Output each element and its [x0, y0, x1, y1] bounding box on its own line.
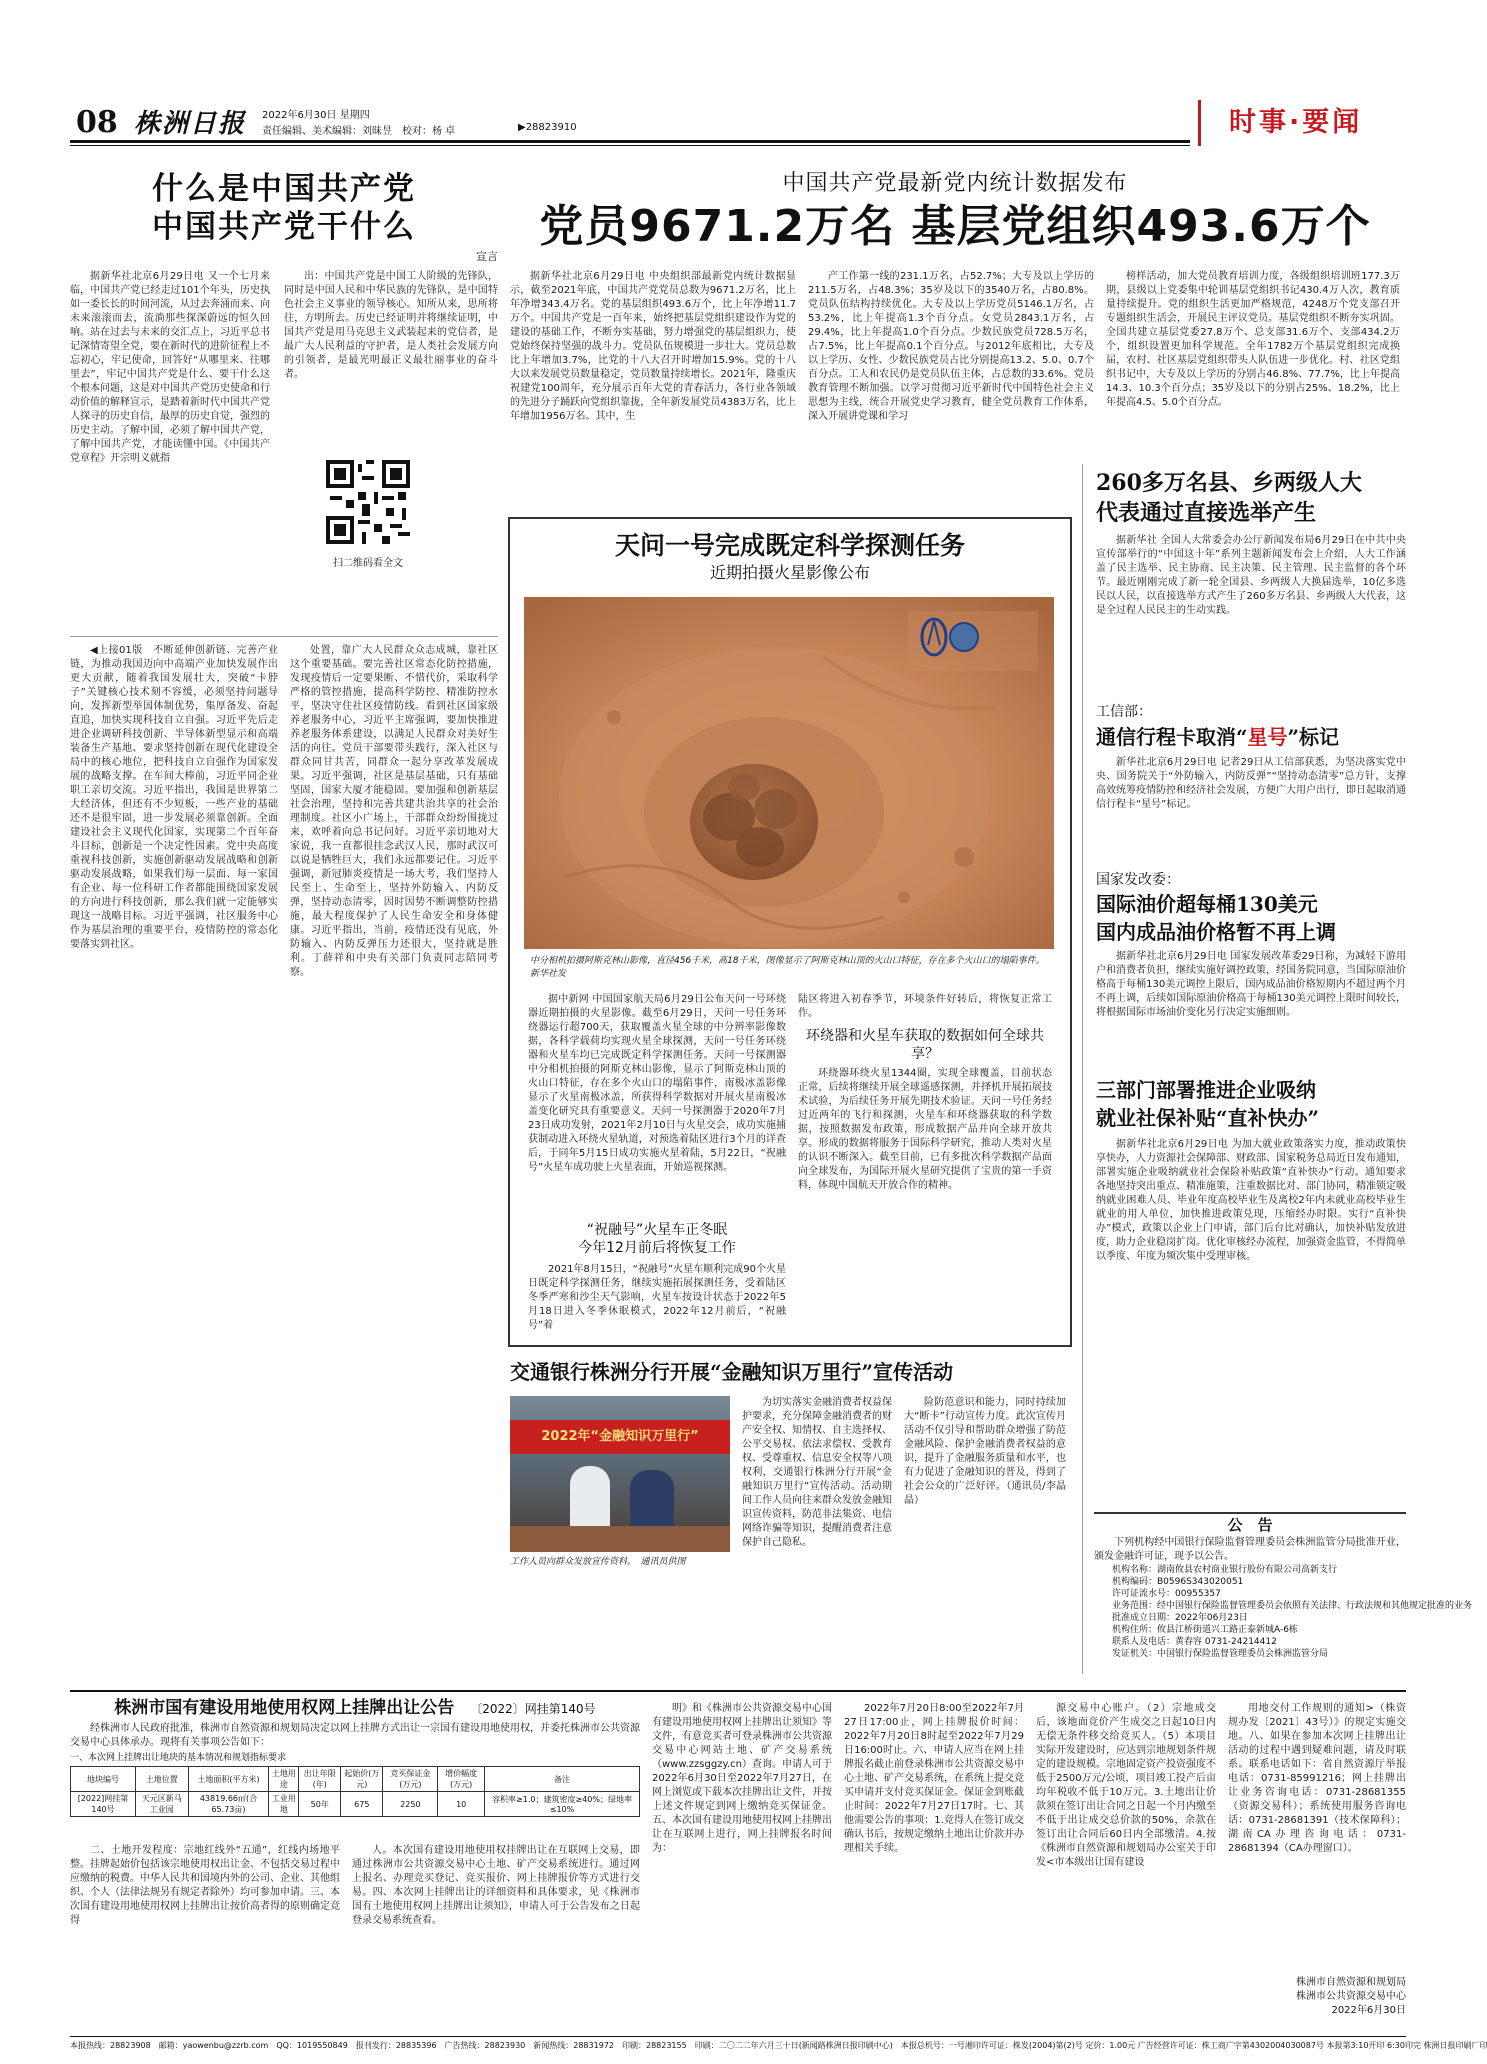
- notice-line: 发证机关：中国银行保险监督管理委员会株洲监管分局: [1112, 1649, 1329, 1659]
- cnsa-logo-icon: [908, 611, 1038, 671]
- land-table: [70, 1766, 640, 1817]
- mars-col1b: [528, 1263, 786, 1337]
- news3-kicker: 国家发改委：: [1096, 872, 1180, 888]
- footer: 本报热线：28823908 邮箱：yaowenbu@zzrb.com QQ：1019550849 报刊发行：28835396 广告热线：28823930 新闻热线：28831972 印刷：28823155 印刷：二〇二二年六月三十日(新闻路株洲日报印刷中心) 本报总机号：一号湘印许可证：株发(2004)第(2)号 定价：1.00元 广告经营许可证：株工商广字第4302004030087号 本报第3:10开印 6:30印完 株洲日报印刷厂印: [70, 2041, 1487, 2050]
- news3-headline-1: 国际油价超每桶130美元: [1096, 892, 1318, 916]
- table-cell: 50年: [299, 1792, 341, 1817]
- land-intro: [70, 1722, 640, 1750]
- land-col2: [352, 1844, 640, 2030]
- qr-code-icon[interactable]: [326, 460, 410, 544]
- newspaper-logo: 株洲日报: [134, 109, 247, 139]
- paragraph: 经株洲市人民政府批准，株洲市自然资源和规划局决定以网上挂牌方式出让一宗国有建设用地使用权，并委托株洲市公共资源交易中心具体承办。现将有关事项公告如下：: [70, 1723, 640, 1748]
- mars-col2a: [798, 993, 1052, 1021]
- land-col5: [1036, 1702, 1216, 2030]
- news2-headline-star: 星号: [1247, 725, 1288, 749]
- paragraph: 产工作第一线的231.1万名，占52.7%；大专及以上学历的211.5万名，占48.3%；35岁及以下的3540万名，占80.8%。党员队伍结构持续优化。大专及以上学历党员5146.1万名，占53.2%，比上年提高1.3个百分点。女党员2843.1万名，占29.4%，比上年提高1.0个百分点。少数民族党员728.5万名，占7.5%，比上年提高0.1个百分点。与2012年底相比，大专及以上学历、女性、少数民族党员占比分别提高13.2、5.0、0.7个百分点。工人和农民仍是党员队伍主体，占总数的33.6%。党员教育管理不断加强。以学习贯彻习近平新时代中国特色社会主义思想为主线，统合开展党史学习教育，健全党员教育工作体系，深入开展讲党课和学习: [808, 271, 1094, 422]
- bank-headline: 交通银行株洲分行开展“金融知识万里行”宣传活动: [510, 1360, 954, 1384]
- notice-line: 机构名称：湖南攸县农村商业银行股份有限公司高新支行: [1112, 1565, 1338, 1575]
- continuation-col1: [70, 644, 278, 1860]
- paragraph: 榜样活动，加大党员教育培训力度，各级组织培训班177.3万期，县级以上党委集中轮训基层党组织书记430.4万人次，教育质量持续提升。党的组织生活更加严格规范，4248万个党支部召开专题组织生活会，开展民主评议党员。基层党组织不断夯实巩固。全国共建立基层党委27.8万个、总支部31.6万个、支部434.2万个，组织设置更加科学规范。全年1782万个基层党组织完成换届，农村、社区基层党组织带头人队伍进一步优化。村、社区党组织书记中，大专及以上学历的分别占46.8%、77.7%，比上年提高14.3、10.3个百分点；35岁及以下的分别占25%、18.2%，比上年提高4.5、5.0个百分点。: [1106, 271, 1400, 408]
- table-cell: 工业用地: [269, 1792, 299, 1817]
- paragraph: 环绕器环绕火星1344圈，实现全球覆盖，目前状态正常，后续将继续开展全球遥感探测，并择机开展拓展技术试验，为后续任务开展先期技术验证。天问一号任务经过近两年的飞行和探测，火星车和环绕器获取的科学数据，按照数据发布政策，形成数据产品并向全球开放共享。形成的数据将服务于国际科学研究，推动人类对火星的认识不断深入。截至目前，已有多批次科学数据产品面向全球发布，为国际开展火星研究提供了宝贵的第一手资料，体现中国航天开放合作的精神。: [798, 1068, 1052, 1191]
- land-notice: [70, 1696, 1406, 2030]
- right-news-1: [1096, 468, 1406, 698]
- table-cell: 2250: [383, 1792, 438, 1817]
- paragraph: 二、土地开发程度：宗地红线外“五通”，红线内场地平整。挂牌起始价包括该宗地使用权出让金、不包括交易过程中应缴纳的税费。中华人民共和国境内外的公司、企业、其他组织、个人（法律法规另有规定者除外）均可参加申请。三、本次国有建设用地使用权网上挂牌出让按价高者得的原则确定竞得: [70, 1845, 340, 1926]
- news2-kicker: 工信部：: [1096, 704, 1152, 720]
- table-cell: 天元区新马工业园: [136, 1792, 189, 1817]
- paragraph: 据新华社北京6月29日电 国家发展改革委29日称，为减轻下游用户和消费者负担，继续实施好调控政策，经国务院同意，当国际原油价格高于每桶130美元调控上限后，国内成品油价格短期内不超过两个月不再上调，后续如国际原油价格高于每桶130美元调控上限时间较长，将根据国际市场油价变化另行决定实施细则。: [1096, 951, 1406, 1018]
- bank-story: [510, 1358, 1066, 1678]
- paragraph: 下列机构经中国银行保险监督管理委员会株洲监管分局批准开业，颁发金融许可证，现予以公告。: [1094, 1537, 1406, 1562]
- paragraph: 据新华社北京6月29日电 为加大就业政策落实力度，推动政策快享快办，人力资源社会保障部、财政部、国家税务总局近日发布通知，部署实施企业吸纳就业社会保险补贴政策“直补快办”行动。通知要求各地坚持突出重点、精准施策，注重数据比对、部门协同，精准锁定吸纳就业困难人员、毕业年度高校毕业生及离校2年内未就业高校毕业生就业的用人单位，加快推进政策兑现，压缩经办时限。实行“直补快办”模式，政策以企业上门申请，部门后台比对确认，加快补贴发放进度，助力企业稳岗扩岗。优化审核经办流程，加强资金监管，不得简单以季度、年度为频次集中受理审核。: [1096, 1139, 1406, 1262]
- notice-line: 机构编码：B0596S343020051: [1112, 1577, 1244, 1587]
- table-cell: 容积率≥1.0；建筑密度≥40%；绿地率≤10%: [485, 1792, 640, 1817]
- right-news-3: [1096, 870, 1406, 1066]
- right-news-4: [1096, 1076, 1406, 1506]
- mars-subtitle1-line2: 今年12月前后将恢复工作: [578, 1240, 736, 1256]
- table-row: [71, 1792, 640, 1817]
- paragraph: 险防范意识和能力，同时持续加大“断卡”行动宣传力度。此次宣传月活动不仅引导和帮助群众增强了防范金融风险、保护金融消费者权益的意识，提升了金融服务质量和水平，也有力促进了金融知识的普及，得到了社会公众的广泛好评。（通讯员/李晶晶）: [904, 1397, 1066, 1506]
- land-number: 〔2022〕网挂第140号: [470, 1702, 596, 1716]
- land-col4: [844, 1702, 1024, 2030]
- news2-headline-pre: 通信行程卡取消“: [1096, 725, 1248, 749]
- mars-col1: [528, 993, 786, 1219]
- table-header: 土地面积(平方米): [188, 1767, 269, 1792]
- bank-col1: [742, 1396, 892, 1676]
- issue-date: 2022年6月30日 星期四: [262, 110, 370, 121]
- left-article-title-1: 什么是中国共产党: [152, 171, 416, 207]
- footer-rule: [70, 2036, 1406, 2037]
- table-header-row: [71, 1767, 640, 1792]
- section-tab: [1198, 100, 1411, 146]
- sign-org-1: 株洲市自然资源和规划局: [1296, 1977, 1406, 1988]
- table-header: 地块编号: [71, 1767, 136, 1792]
- mars-subtitle1: [528, 1221, 786, 1257]
- bank-photo: [510, 1396, 730, 1552]
- mars-col2: [798, 1067, 1052, 1337]
- lead-col3: [1106, 270, 1400, 456]
- land-col6: [1228, 1702, 1406, 1972]
- left-article-col1: [70, 270, 270, 626]
- paragraph: 明》和《株洲市公共资源交易中心国有建设用地使用权网上挂牌出让须知》等文件，有意竞买者可登录株洲市公共资源交易中心网站土地、矿产交易系统（www.zzsggzy.cn）查询。申请人可于2022年6月30日至2022年7月27日，在网上浏览或下载本次挂牌出让文件，并按上述文件规定到网上缴纳竞买保证金。五、本次国有建设用地使用权网上挂牌出让在互联网上进行，网上挂牌报名时间为：: [652, 1703, 832, 1854]
- continuation-col2: [290, 644, 498, 1860]
- table-cell: 43819.66㎡(合65.73亩): [188, 1792, 269, 1817]
- lead-headline: 党员9671.2万名 基层党组织493.6万个: [539, 201, 1371, 252]
- paragraph: ◀上接01版 不断延伸创新链、完善产业链，为推动我国迈向中高端产业加快发展作出更大贡献，随着我国发展壮大，突破“卡脖子”关键核心技术刻不容缓，必须坚持问题导向，发挥新型举国体制优势，集厚备发、奋起直追，加快实现科技自立自强。习近平先后走进企业调研科技创新、半导体新型显示和高端装备生产基地、要求坚持创新在现代化建设全局中的核心地位，把科技自立自强作为国家发展的战略支撑。在车间大棒前，习近平同企业职工亲切交流。习近平指出，我国是世界第二大经济体，但还有不少短板，一些产业的基础还不是很牢固，进一步发展必须靠创新。全面建设社会主义现代化国家，实现第二个百年奋斗目标，创新是一个决定性因素。党中央高度重视科技创新，实施创新驱动发展战略和创新驱动发展战略，如果我们每一层面、每一家国有企业、每一位科研工作者都能围绕国家发展的方向进行科技创新，那么我们就一定能够实现这一战略目标。习近平强调，社区服务中心作为基层治理的重要平台，疫情防控的常态化要落实到社区。: [70, 645, 278, 950]
- paragraph: 据中新网 中国国家航天局6月29日公布天问一号环绕器近期拍摄的火星影像。截至6月29日，天问一号任务环绕器运行超700天，获取覆盖火星全球的中分辨率影像数据，各科学载荷均实现火星全球探测，天问一号任务环绕器和火星车均已完成既定科学探测任务。天问一号探测器中分相机拍摄的阿斯克林山影像，显示了阿斯克林山顶的火山口特征，存在多个火山口的塌陷事件，南极冰盖影像显示了火星南极冰盖，所获得科学数据对开展火星南极冰盖变化研究具有重要意义。天问一号探测器于2020年7月23日成功发射，2021年2月10日与火星交会，成功实施捕获制动进入环绕火星轨道，对预选着陆区进行3个月的详查后，于同年5月15日成功实施火星着陆，5月22日，“祝融号”火星车成功驶上火星表面，开始巡视探测。: [528, 994, 786, 1173]
- notice-title: 公 告: [1227, 1516, 1273, 1534]
- left-article-author: 宣言: [476, 250, 498, 263]
- land-table-caption: 一、本次网上挂牌出让地块的基本情况和规划指标要求: [70, 1753, 287, 1763]
- mars-surface-image: [524, 597, 1054, 949]
- table-header: 起始价(万元): [341, 1767, 383, 1792]
- mars-subtitle1-line1: “祝融号”火星车正冬眠: [586, 1222, 728, 1238]
- table-header: 增价幅度(万元): [438, 1767, 485, 1792]
- table-header: 备注: [485, 1767, 640, 1792]
- divider: [70, 636, 498, 637]
- paragraph: 据新华社北京6月29日电 又一个七月来临，中国共产党已经走过101个年头，历史执如一委长长的时间河流，从过去奔涌而来、向未来滚滚而去，流淌那些探深蔚远的恒久回响。站在过去与未来的交汇点上，习近平总书记深情寄望全党，要在新时代的进阶征程上不忘初心，牢记使命，回答好“从哪里来、往哪里去”，牢记中国共产党是什么、要干什么这个根本问题，这是对中国共产党历史使命和行动价值的解释宣示，是踏着新时代中国共产党人探寻的历史自信，最厚的历史自觉，强烈的历史主动。了解中国，必须了解中国共产党，了解中国共产党，才能读懂中国。《中国共产党章程》开宗明义就指: [70, 271, 270, 464]
- notice-box: [1094, 1512, 1473, 1678]
- masthead-rule: [70, 140, 1190, 143]
- paragraph: 出：中国共产党是中国工人阶级的先锋队，同时是中国人民和中华民族的先锋队，是中国特色社会主义事业的领导核心。知所从来，思所将往，方明所去。历史已经证明并将继续证明，中国共产党是用马克思主义武装起来的党信者，是最广大人民利益的守护者，是人类社会发展方向的引领者，是最光明最正义最壮丽事业的奋斗者。: [284, 271, 498, 380]
- bank-banner: 2022年“金融知识万里行”: [510, 1420, 730, 1454]
- masthead-rule-thin: [70, 145, 1190, 146]
- paragraph: 源交易中心账户。（2）宗地成交后，该地面竞价产生成交之日起10日内无偿无条件移交给竞买人。（5）本项目实际开发建设时，应达到宗地规划条件规定的建设规模。宗地固定资产投资强度不低于2500万元/公顷，项目竣工投产后亩均年税收不低于10万元。3.土地出让价款须在签订出让合同之日起一个月内缴至不低于出让成交总价款的50%，余款在签订出让合同后60日内全部缴清。4.按《株洲市自然资源和规划局办公室关于印发<市本级出让国有建设: [1036, 1703, 1216, 1868]
- notice-line: 联系人及电话：黄春容 0731-24214412: [1112, 1637, 1277, 1647]
- sign-date: 2022年6月30日: [1331, 2005, 1406, 2016]
- notice-line: 许可证流水号：00955357: [1112, 1589, 1221, 1599]
- section-title: 时事·要闻: [1229, 107, 1363, 138]
- notice-line: 业务范围：经中国银行保险监督管理委员会依照有关法律、行政法规和其他规定批准的业务: [1112, 1601, 1473, 1611]
- land-col3: [652, 1702, 832, 2030]
- news2-headline-post: ”标记: [1287, 725, 1340, 749]
- notice-line: 批准成立日期：2022年06月23日: [1112, 1613, 1248, 1623]
- hotline: ▶28823910: [518, 122, 577, 133]
- news1-body: [1096, 534, 1406, 684]
- table-cell: 675: [341, 1792, 383, 1817]
- lead-story: [510, 170, 1400, 458]
- paragraph: 2021年8月15日，“祝融号”火星车顺利完成90个火星日既定科学探测任务，继续实施拓展探测任务，受着陆区冬季严寒和沙尘天气影响，火星车按设计状态于2022年5月18日进入冬季休眠模式，2022年12月前后，“祝融号”着: [528, 1264, 786, 1331]
- news1-headline-1: 260多万名县、乡两级人大: [1096, 470, 1362, 496]
- land-col1: [70, 1844, 340, 2030]
- paragraph: 处置，靠广大人民群众众志成城，靠社区这个重要基础。要完善社区常态化防控措施，发现疫情后一定要果断、不惜代价，采取科学严格的管控措施，提高科学防控、精准防控水平，坚决守住社区疫情防线。看到社区国家级养老服务中心，习近平主席强调，要加快推进养老服务体系建设，以满足人民群众对美好生活的向往。党员干部要带头践行，深入社区与群众同甘共苦，同群众一起分享改革发展成果。习近平强调，社区是基层基础，只有基础坚固，国家大厦才能稳固。要加强和创新基层社会治理，坚持和完善共建共治共享的社会治理制度。社区小广场上，干部群众纷纷围拢过来，欢呼着向总书记问好。习近平亲切地对大家说，我一直都很挂念武汉人民，那时武汉可以说是牺牲巨大，我们永远都要记住。习近平强调，新冠肺炎疫情是一场大考，我们坚持人民至上、生命至上，坚持外防输入、内防反弹，坚持动态清零，因时因势不断调整防控措施，最大程度保护了人民生命安全和身体健康。习近平指出，当前，疫情还没有见底，外防输入、内防反弹压力还很大，坚持就是胜利。丁薛祥和中央有关部门负责同志陪同考察。: [290, 645, 498, 978]
- news3-headline-2: 国内成品油价格暂不再上调: [1096, 920, 1336, 944]
- news3-body: [1096, 950, 1406, 1062]
- column-divider: [1082, 464, 1083, 1674]
- lead-col2: [808, 270, 1094, 456]
- left-article: [70, 170, 498, 628]
- table-header: 出让年限(年): [299, 1767, 341, 1792]
- news2-body: [1096, 756, 1406, 854]
- left-article-title-2: 中国共产党干什么: [152, 209, 416, 245]
- paragraph: 据新华社北京6月29日电 中央组织部最新党内统计数据显示，截至2021年底，中国共产党党员总数为9671.2万名，比上年净增343.4万名。党的基层组织493.6万个，比上年净增11.7万个。中国共产党是一百年来，始终把基层党组织建设作为党的建设的基础工作，不断夯实基础，努力增强党的基层组织力，使党始终保持坚强的战斗力。党员队伍规模进一步壮大。党员总数比上年增加3.7%，比党的十八大召开时增加15.9%。党的十八大以来发展党员数量稳定，党员数量持续增长。2021年，隆重庆祝建党100周年，充分展示百年大党的青春活力，各行业各领域的先进分子踊跃向党组织靠拢，全年新发展党员4383万名，比上年增加1956万名。其中，生: [510, 271, 796, 422]
- paragraph: 据新华社 全国人大常委会办公厅新闻发布局6月29日在中共中央宣传部举行的“中国这十年”系列主题新闻发布会上介绍，人大工作涵盖了民主选举、民主协商、民主决策、民主管理、民主监督的各个环节。最近刚刚完成了新一轮全国县、乡两级人大换届选举，10亿多选民以人民，以直接选举方式产生了260多万名县、乡两级人大代表，这是全过程人民民主的生动实践。: [1096, 535, 1406, 616]
- news2-headline: [1096, 722, 1406, 752]
- land-top-rule: [70, 1690, 1406, 1692]
- masthead: [0, 0, 1475, 140]
- paragraph: 2022年7月20日8:00至2022年7月27日17:00止，网上挂牌报价时间：2022年7月20日8时起至2022年7月29日16:00时止。六、申请人应当在网上挂牌报名截止前登录株洲市公共资源交易中心土地、矿产交易系统，在系统上提交竞买申请并支付竞买保证金。保证金到账截止时间：2022年7月27日17时。七、其他需要公告的事项：1.竞得人在签订成交确认书后，按规定缴纳土地出让价款并办理相关手续。: [844, 1703, 1024, 1854]
- bank-caption: 工作人员向群众发放宣传资料。 通讯员供图: [510, 1557, 686, 1567]
- news1-headline-2: 代表通过直接选举产生: [1096, 500, 1317, 526]
- mars-subtitle2: 环绕器和火星车获取的数据如何全球共享？: [806, 1028, 1044, 1062]
- mars-subhead: 近期拍摄火星影像公布: [709, 563, 870, 582]
- table-header: 土地用途: [269, 1767, 299, 1792]
- mars-caption: 中分相机拍摄阿斯克林山影像，直径456千米，高18千米，图像显示了阿斯克林山顶的火山口特征，存在多个火山口的塌陷事件。 新华社发: [530, 956, 1050, 979]
- paragraph: 用地交付工作规则的通知>（株资规办发〔2021〕43号）》的规定实施交地。八、如果在参加本次网上挂牌出让活动的过程中遇到疑难问题，请及时联系。联系电话如下：省自然资源厅举报电话：0731-85991216；网上挂牌出让业务咨询电话：0731-28681355（资源交易科）；系统使用服务咨询电话：0731-28681391（技术保障科）；湖南CA办理咨询电话：0731-28681394（CA办理窗口）。: [1228, 1703, 1406, 1854]
- qr-caption: 扫二维码看全文: [333, 558, 403, 569]
- lead-kicker: 中国共产党最新党内统计数据发布: [782, 171, 1128, 196]
- paragraph: 陆区将进入初春季节，环境条件好转后，将恢复正常工作。: [798, 994, 1052, 1019]
- left-article-col2: [284, 270, 498, 440]
- news4-body: [1096, 1138, 1406, 1504]
- table: [510, 1526, 730, 1552]
- news4-headline-2: 就业社保补贴“直补快办”: [1096, 1106, 1320, 1130]
- land-signature: [1228, 1976, 1406, 2018]
- sign-org-2: 株洲市公共资源交易中心: [1296, 1991, 1406, 2002]
- notice-line: 机构住所：攸县江桥街道兴工路正泰新城A-6栋: [1112, 1625, 1298, 1635]
- table-header: 土地位置: [136, 1767, 189, 1792]
- paragraph: 为切实落实金融消费者权益保护要求，充分保障金融消费者的财产安全权、知情权、自主选择权、公平交易权、依法求偿权、受教育权、受尊重权、信息安全权等八项权利，交通银行株洲分行开展“金融知识万里行”宣传活动。活动期间工作人员向往来群众发放金融知识宣传资料，防范非法集资、电信网络诈骗等知识，提醒消费者注意保护自己隐私。: [742, 1397, 892, 1548]
- bank-col2: [904, 1396, 1066, 1676]
- editors-line: 责任编辑、美术编辑：刘昧昱 校对：杨 卓: [262, 126, 456, 137]
- mars-story: [508, 517, 1072, 1347]
- right-news-2: [1096, 702, 1406, 862]
- land-title: [70, 1696, 640, 1721]
- paragraph: 新华社北京6月29日电 记者29日从工信部获悉，为坚决落实党中央、国务院关于“外防输入，内防反弹”“坚持动态清零”总方针，支撑高效统筹疫情防控和经济社会发展，方便广大用户出行，即日起取消通信行程卡“星号”标记。: [1096, 757, 1406, 810]
- notice-intro: [1094, 1536, 1406, 1564]
- table-cell: [2022]网挂第140号: [71, 1792, 136, 1817]
- page-number: 08: [76, 105, 118, 140]
- lead-col1: [510, 270, 796, 456]
- mars-headline: 天问一号完成既定科学探测任务: [614, 531, 965, 560]
- land-title-text: 株洲市国有建设用地使用权网上挂牌出让公告: [114, 1698, 455, 1718]
- table-header: 竞买保证金(万元): [383, 1767, 438, 1792]
- news4-headline-1: 三部门部署推进企业吸纳: [1096, 1078, 1316, 1102]
- paragraph: 人。本次国有建设用地使用权挂牌出让在互联网上交易，即通过株洲市公共资源交易中心土地、矿产交易系统进行。通过网上报名、办理竞买登记、竞买报价、网上挂牌报价等方式进行交易。四、本次网上挂牌出让的详细资料和具体要求，见《株洲市国有土地使用权网上挂牌出让须知》，申请人可于公告发布之日起登录交易系统查看。: [352, 1845, 640, 1926]
- table-cell: 10: [438, 1792, 485, 1817]
